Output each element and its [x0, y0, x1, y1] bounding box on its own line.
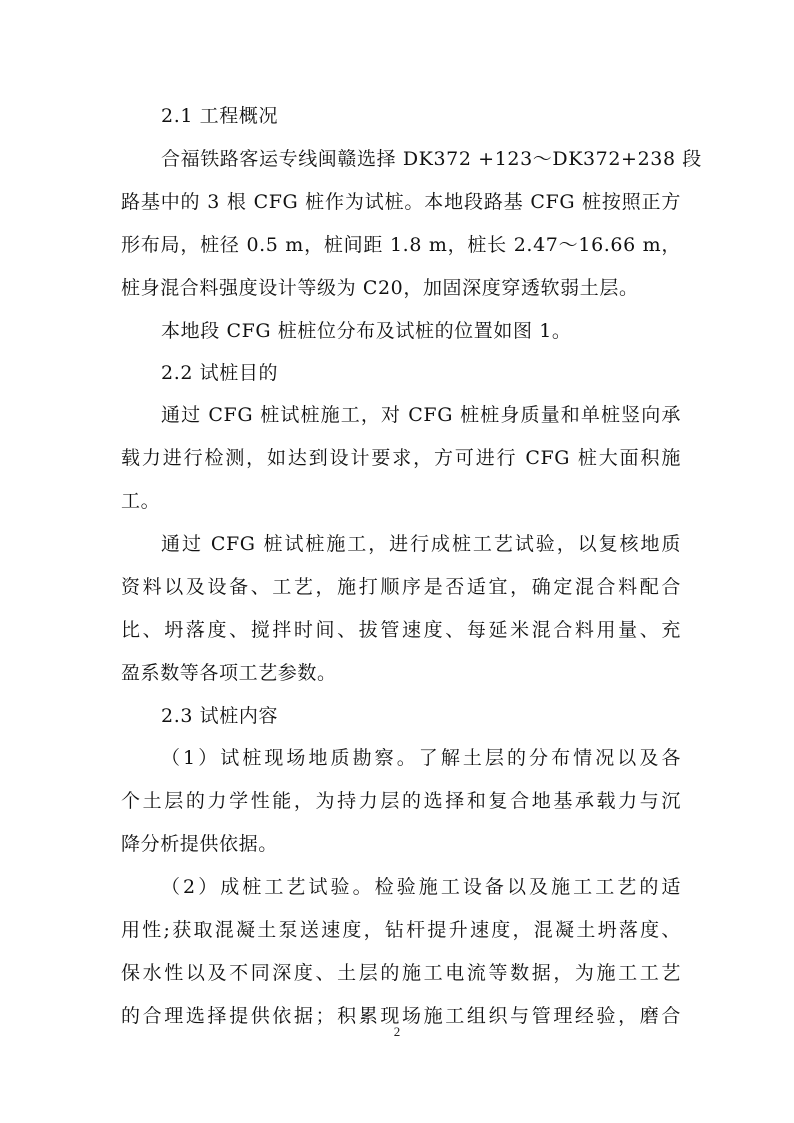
paragraph-line: 载力进行检测，如达到设计要求，方可进行 CFG 桩大面积施 — [121, 447, 681, 469]
page-number: 2 — [393, 1024, 401, 1039]
paragraph-line: 通过 CFG 桩试桩施工，进行成桩工艺试验，以复核地质 — [161, 533, 681, 555]
paragraph-line: 本地段 CFG 桩桩位分布及试桩的位置如图 1。 — [161, 320, 572, 342]
paragraph-line: 个土层的力学性能，为持力层的选择和复合地基承载力与沉 — [121, 790, 681, 812]
paragraph-line: 比、坍落度、搅拌时间、拔管速度、每延米混合料用量、充 — [121, 619, 681, 641]
paragraph-line: （2）成桩工艺试验。检验施工设备以及施工工艺的适 — [161, 876, 681, 898]
paragraph-line: （1）试桩现场地质勘察。了解土层的分布情况以及各 — [161, 747, 681, 769]
paragraph-line: 合福铁路客运专线闽赣选择 DK372 +123～DK372+238 段 — [161, 148, 702, 170]
paragraph-line: 通过 CFG 桩试桩施工，对 CFG 桩桩身质量和单桩竖向承 — [161, 404, 681, 426]
paragraph-line: 路基中的 3 根 CFG 桩作为试桩。本地段路基 CFG 桩按照正方 — [121, 191, 681, 213]
section-heading-2-1: 2.1 工程概况 — [161, 105, 279, 127]
section-heading-2-2: 2.2 试桩目的 — [161, 362, 279, 384]
paragraph-line: 降分析提供依据。 — [121, 833, 278, 855]
paragraph-line: 形布局，桩径 0.5 m，桩间距 1.8 m，桩长 2.47～16.66 m， — [121, 234, 681, 256]
paragraph-line: 工。 — [121, 490, 161, 512]
section-heading-2-3: 2.3 试桩内容 — [161, 705, 279, 727]
paragraph-line: 用性;获取混凝土泵送速度，钻杆提升速度，混凝土坍落度、 — [121, 919, 681, 941]
paragraph-line: 保水性以及不同深度、土层的施工电流等数据，为施工工艺 — [121, 962, 681, 984]
paragraph-line: 的合理选择提供依据；积累现场施工组织与管理经验，磨合 — [121, 1005, 681, 1027]
paragraph-line: 资料以及设备、工艺，施打顺序是否适宜，确定混合料配合 — [121, 576, 681, 598]
paragraph-line: 盈系数等各项工艺参数。 — [121, 662, 337, 684]
paragraph-line: 桩身混合料强度设计等级为 C20，加固深度穿透软弱土层。 — [121, 277, 639, 299]
